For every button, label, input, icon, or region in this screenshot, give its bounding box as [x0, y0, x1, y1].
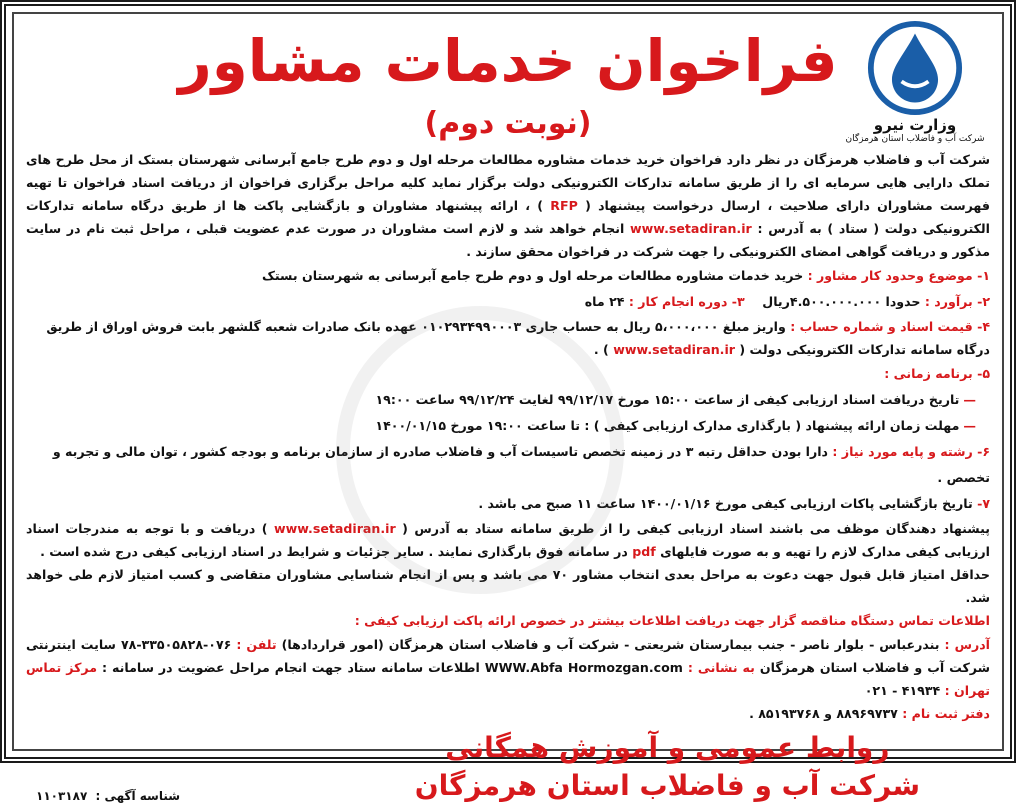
- note-min-score: حداقل امتیاز قابل قبول جهت دعوت به مراحل بعدی انتخاب مشاور ۷۰ می باشد و پس از انجام شناسایی مشاوران متقاضی و کسب امتیاز لازم طی خواهد شد.: [26, 567, 991, 605]
- item-4: ۴- قیمت اسناد و شماره حساب : واریز مبلغ ۵،۰۰۰،۰۰۰ ریال به حساب جاری ۰۱۰۲۹۳۴۹۹۰۰۰۳ عهده بانک صادرات شعبه گلشهر بابت فروش اوراق از طریق درگاه سامانه تدارکات الکترونیکی دولت ( www.setadiran.ir ) .: [46, 319, 990, 357]
- item-1: ۱- موضوع وحدود کار مشاور : خرید خدمات مشاوره مطالعات مرحله اول و دوم طرح جامع آبرسانی به شهرستان بستک: [262, 268, 990, 283]
- page-title: فراخوان خدمات مشاور: [178, 27, 838, 95]
- ministry-name: وزارت نیرو: [873, 116, 957, 134]
- intro-paragraph: شرکت آب و فاضلاب هرمزگان در نظر دارد فراخوان خرید خدمات مشاوره مطالعات مرحله اول و دوم طرح جامع آبرسانی شهرستان بستک از محل طرح های تملک دارایی هایی سرمایه ای را از طریق سامانه تدارکات الکترونیکی دولت برگزار نماید کلیه مراحل برگزاری فراخوان از دریافت اسناد فراخوان تا تهیه فهرست مشاوران دارای صلاحیت ، ارسال درخواست پیشنهاد ( RFP ) ، ارائه پیشنهاد مشاوران و بازگشایی پاکت ها از طریق درگاه سامانه تدارکات الکترونیکی دولت ( ستاد ) به آدرس : www.setadiran.ir انجام خواهد شد و لازم است مشاوران در صورت عدم عضویت قبلی ، مراحل ثبت نام در سایت مذکور و دریافت گواهی امضای الکترونیکی را جهت شرکت در فراخوان محقق سازند .: [26, 152, 990, 259]
- contact-title: اطلاعات تماس دستگاه مناقصه گزار جهت دریافت اطلاعات بیشتر در خصوص ارائه پاکت ارزیابی کیفی :: [354, 613, 990, 628]
- setadiran-link[interactable]: www.setadiran.ir: [629, 221, 752, 236]
- rfp-label: RFP: [550, 198, 578, 213]
- ad-id: شناسه آگهی : ۱۱۰۳۱۸۷: [36, 789, 181, 803]
- note-documents: پیشنهاد دهندگان موظف می باشند اسناد ارزیابی کیفی را از طریق سامانه ستاد به آدرس ( www.setadiran.ir ) دریافت و با توجه به مندرجات اسناد ارزیابی کیفی مدارک لازم را تهیه و به صورت فایلهای pdf در سامانه فوق بارگذاری نمایند . سایر جزئیات و شرایط در اسناد ارزیابی کیفی درج شده است .: [26, 521, 990, 559]
- schedule-line-2: —مهلت زمان ارائه پیشنهاد ( بارگذاری مدارک ارزیابی کیفی ) : تا ساعت ۱۹:۰۰ مورخ ۱۴۰۰/۰۱/۱۵: [375, 418, 976, 433]
- company-website-link[interactable]: WWW.Abfa Hormozgan.com اطلاعات سامانه ستاد جهت انجام مراحل عضویت در سامانه :: [101, 660, 683, 675]
- round-subtitle: (نوبت دوم): [424, 106, 592, 141]
- item-5: ۵- برنامه زمانی :: [884, 366, 990, 381]
- pdf-label: pdf: [632, 544, 656, 559]
- logo-block: [840, 20, 990, 145]
- setadiran-link-3[interactable]: www.setadiran.ir: [273, 521, 396, 536]
- item-2-3: ۲- برآورد : حدودا ۴.۵۰۰.۰۰۰.۰۰۰ریال ۳- دوره انجام کار : ۲۴ ماه: [584, 294, 990, 309]
- footer: [26, 729, 990, 809]
- company-name-small: شرکت آب و فاضلاب استان هرمزگان: [845, 134, 985, 144]
- item-7: ۷- تاریخ بازگشایی پاکات ارزیابی کیفی مورخ ۱۴۰۰/۰۱/۱۶ ساعت ۱۱ صبح می باشد .: [478, 496, 990, 511]
- setadiran-link-2[interactable]: www.setadiran.ir: [613, 342, 735, 357]
- public-relations-signature: روابط عمومی و آموزش همگانی شرکت آب و فاضلاب استان هرمزگان: [414, 731, 920, 802]
- header: [26, 20, 990, 148]
- water-drop-logo-icon: [867, 20, 963, 116]
- item-6: ۶- رشته و پایه مورد نیاز : دارا بودن حداقل رتبه ۳ در زمینه تخصص تاسیسات آب و فاضلاب صادره از سازمان برنامه و بودجه کشور ، توان مالی و تجربه و تخصص .: [52, 444, 990, 485]
- contact-info: آدرس : بندرعباس - بلوار ناصر - جنب بیمارستان شریعتی - شرکت آب و فاضلاب استان هرمزگان (امور قراردادها) تلفن : ۰۷۶-۳۳۵۰۵۸۲۸-۷۸ سایت اینترنتی شرکت آب و فاضلاب استان هرمزگان به نشانی : WWW.Abfa Hormozgan.com اطلاعات سامانه ستاد جهت انجام مراحل عضویت در سامانه : مرکز تماس تهران : ۴۱۹۳۴ - ۰۲۱ دفتر ثبت نام : ۸۸۹۶۹۷۳۷ و ۸۵۱۹۳۷۶۸ .: [26, 637, 990, 721]
- schedule-line-1: —تاریخ دریافت اسناد ارزیابی کیفی از ساعت ۱۵:۰۰ مورخ ۹۹/۱۲/۱۷ لغایت ۹۹/۱۲/۲۴ ساعت ۱۹:۰۰: [375, 392, 976, 407]
